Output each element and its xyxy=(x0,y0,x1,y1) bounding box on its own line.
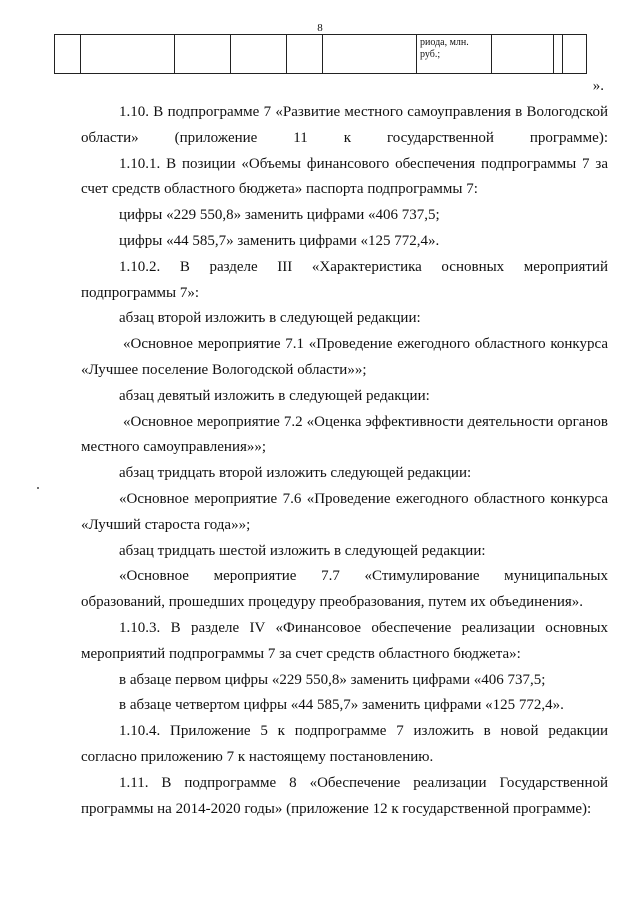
table-cell xyxy=(231,35,287,74)
section-heading-1-10: 1.10. В подпрограмме 7 «Развитие местного самоуправления в Вологодской области» (приложение 11 к государственной программе): xyxy=(81,104,608,146)
table-cell xyxy=(81,35,175,74)
continued-table-fragment xyxy=(54,34,587,74)
page-number: 8 xyxy=(317,22,323,34)
paragraph-1-10-3: 1.10.3. В разделе IV «Финансовое обеспечение реализации основных мероприятий подпрограммы 7 за счет средств областного бюджета»: xyxy=(81,619,608,662)
table-cell xyxy=(554,35,563,74)
document-body xyxy=(81,100,608,822)
paragraph-measure-7-6: «Основное мероприятие 7.6 «Проведение ежегодного областного конкурса «Лучший староста года»»; xyxy=(81,490,608,533)
paragraph-abzac-32: абзац тридцать второй изложить следующей редакции: xyxy=(119,465,472,482)
paragraph-measure-7-7: «Основное мероприятие 7.7 «Стимулирование муниципальных образований, прошедших процедуру преобразования, путем их объединения». xyxy=(81,568,608,611)
section-heading-1-11: 1.11. В подпрограмме 8 «Обеспечение реализации Государственной программы на 2014-2020 годы» (приложение 12 к государственной программе): xyxy=(81,774,608,817)
paragraph-replace-figures-3: в абзаце первом цифры «229 550,8» заменить цифрами «406 737,5; xyxy=(119,671,546,688)
paragraph-1-10-1: 1.10.1. В позиции «Объемы финансового обеспечения подпрограммы 7 за счет средств областного бюджета» паспорта подпрограммы 7: xyxy=(81,155,608,198)
paragraph-1-10-4: 1.10.4. Приложение 5 к подпрограмме 7 изложить в новой редакции согласно приложению 7 к настоящему постановлению. xyxy=(81,723,608,765)
paragraph-abzac-9: абзац девятый изложить в следующей редакции: xyxy=(119,387,430,404)
paragraph-1-10-2: 1.10.2. В разделе III «Характеристика основных мероприятий подпрограммы 7»: xyxy=(81,258,608,301)
paragraph-abzac-36: абзац тридцать шестой изложить в следующей редакции: xyxy=(119,542,486,559)
margin-mark xyxy=(37,487,39,489)
table-cell xyxy=(492,35,554,74)
paragraph-replace-figures-1: цифры «229 550,8» заменить цифрами «406 737,5; xyxy=(119,207,440,224)
table-cell xyxy=(323,35,417,74)
paragraph-replace-figures-4: в абзаце четвертом цифры «44 585,7» заменить цифрами «125 772,4». xyxy=(119,697,564,714)
paragraph-measure-7-2: «Основное мероприятие 7.2 «Оценка эффективности деятельности органов местного самоуправления»»; xyxy=(81,413,608,456)
paragraph-measure-7-1: «Основное мероприятие 7.1 «Проведение ежегодного областного конкурса «Лучшее поселение Вологодской области»»; xyxy=(81,336,608,378)
paragraph-replace-figures-2: цифры «44 585,7» заменить цифрами «125 772,4». xyxy=(119,232,440,249)
table-cell xyxy=(563,35,587,74)
table-cell-text: риода, млн. руб.; xyxy=(417,35,492,74)
table-cell xyxy=(55,35,81,74)
paragraph-abzac-2: абзац второй изложить в следующей редакции: xyxy=(119,310,421,327)
table-cell xyxy=(287,35,323,74)
table-cell xyxy=(175,35,231,74)
closing-quote: ». xyxy=(592,78,604,94)
